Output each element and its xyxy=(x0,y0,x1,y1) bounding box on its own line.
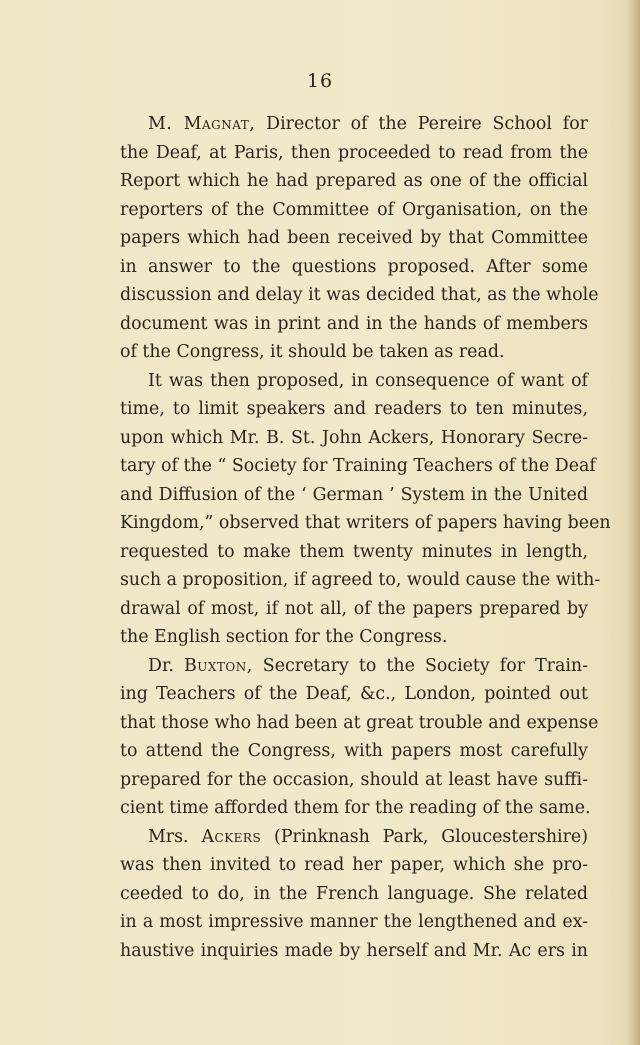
text-line: the English section for the Congress. xyxy=(120,627,448,647)
text-line: It was then proposed, in consequence of want of xyxy=(148,370,588,391)
text-line: papers which had been received by that Committee xyxy=(120,228,588,248)
text-line: in a most impressive manner the lengthened and ex- xyxy=(120,912,588,932)
paragraph-proposal xyxy=(120,367,611,652)
speaker-name: Buxton, xyxy=(183,655,253,676)
text-line: in answer to the questions proposed. After some xyxy=(120,256,588,277)
text-line: tary of the “ Society for Training Teachers of the Deaf xyxy=(120,456,596,476)
text-line: time, to limit speakers and readers to ten minutes, xyxy=(120,399,588,419)
text-line: such a proposition, if agreed to, would cause the with- xyxy=(120,570,601,590)
paragraph-ackers xyxy=(120,823,588,966)
text-line: ceeded to do, in the French language. She related xyxy=(120,883,588,904)
text-line: requested to make them twenty minutes in length, xyxy=(120,541,588,562)
text-line: M. Magnat, Director of the Pereire School for xyxy=(148,114,588,134)
text-line: prepared for the occasion, should at least have suffi- xyxy=(120,769,588,790)
text-line: haustive inquiries made by herself and Mr. Ac ers in xyxy=(120,940,588,961)
page-edge-shadow xyxy=(626,0,640,1045)
text-line: discussion and delay it was decided that, as the whole xyxy=(120,285,599,305)
paragraph-buxton xyxy=(120,652,599,823)
text-line: ing Teachers of the Deaf, &c., London, pointed out xyxy=(120,684,588,704)
speaker-name: M. Magnat, xyxy=(148,114,256,134)
text-line: of the Congress, it should be taken as read. xyxy=(120,342,505,362)
text-line: Mrs. Ackers (Prinknash Park, Gloucestershire) xyxy=(148,826,589,847)
text-line: Report which he had prepared as one of the official xyxy=(120,171,588,191)
text-line: document was in print and in the hands of members xyxy=(120,313,588,334)
text-line: and Diffusion of the ‘ German ’ System in the United xyxy=(120,484,588,505)
page-number: 16 xyxy=(306,70,334,92)
text-line: upon which Mr. B. St. John Ackers, Honorary Secre- xyxy=(120,427,588,448)
text-line: that those who had been at great trouble and expense xyxy=(120,712,599,733)
text-line: drawal of most, if not all, of the papers prepared by xyxy=(120,598,588,619)
text-line: the Deaf, at Paris, then proceeded to read from the xyxy=(120,142,588,163)
speaker-name: Ackers xyxy=(201,826,262,847)
text-line: Kingdom,” observed that writers of papers having been xyxy=(120,513,611,533)
text-line: cient time afforded them for the reading of the same. xyxy=(120,798,591,818)
paragraph-magnat xyxy=(120,110,599,367)
body-text xyxy=(120,110,611,965)
text-line: was then invited to read her paper, which she pro- xyxy=(120,855,588,875)
text-line: to attend the Congress, with papers most carefully xyxy=(120,741,588,761)
text-line: reporters of the Committee of Organisation, on the xyxy=(120,199,588,220)
text-line: Dr. Buxton, Secretary to the Society for Train- xyxy=(148,655,588,676)
